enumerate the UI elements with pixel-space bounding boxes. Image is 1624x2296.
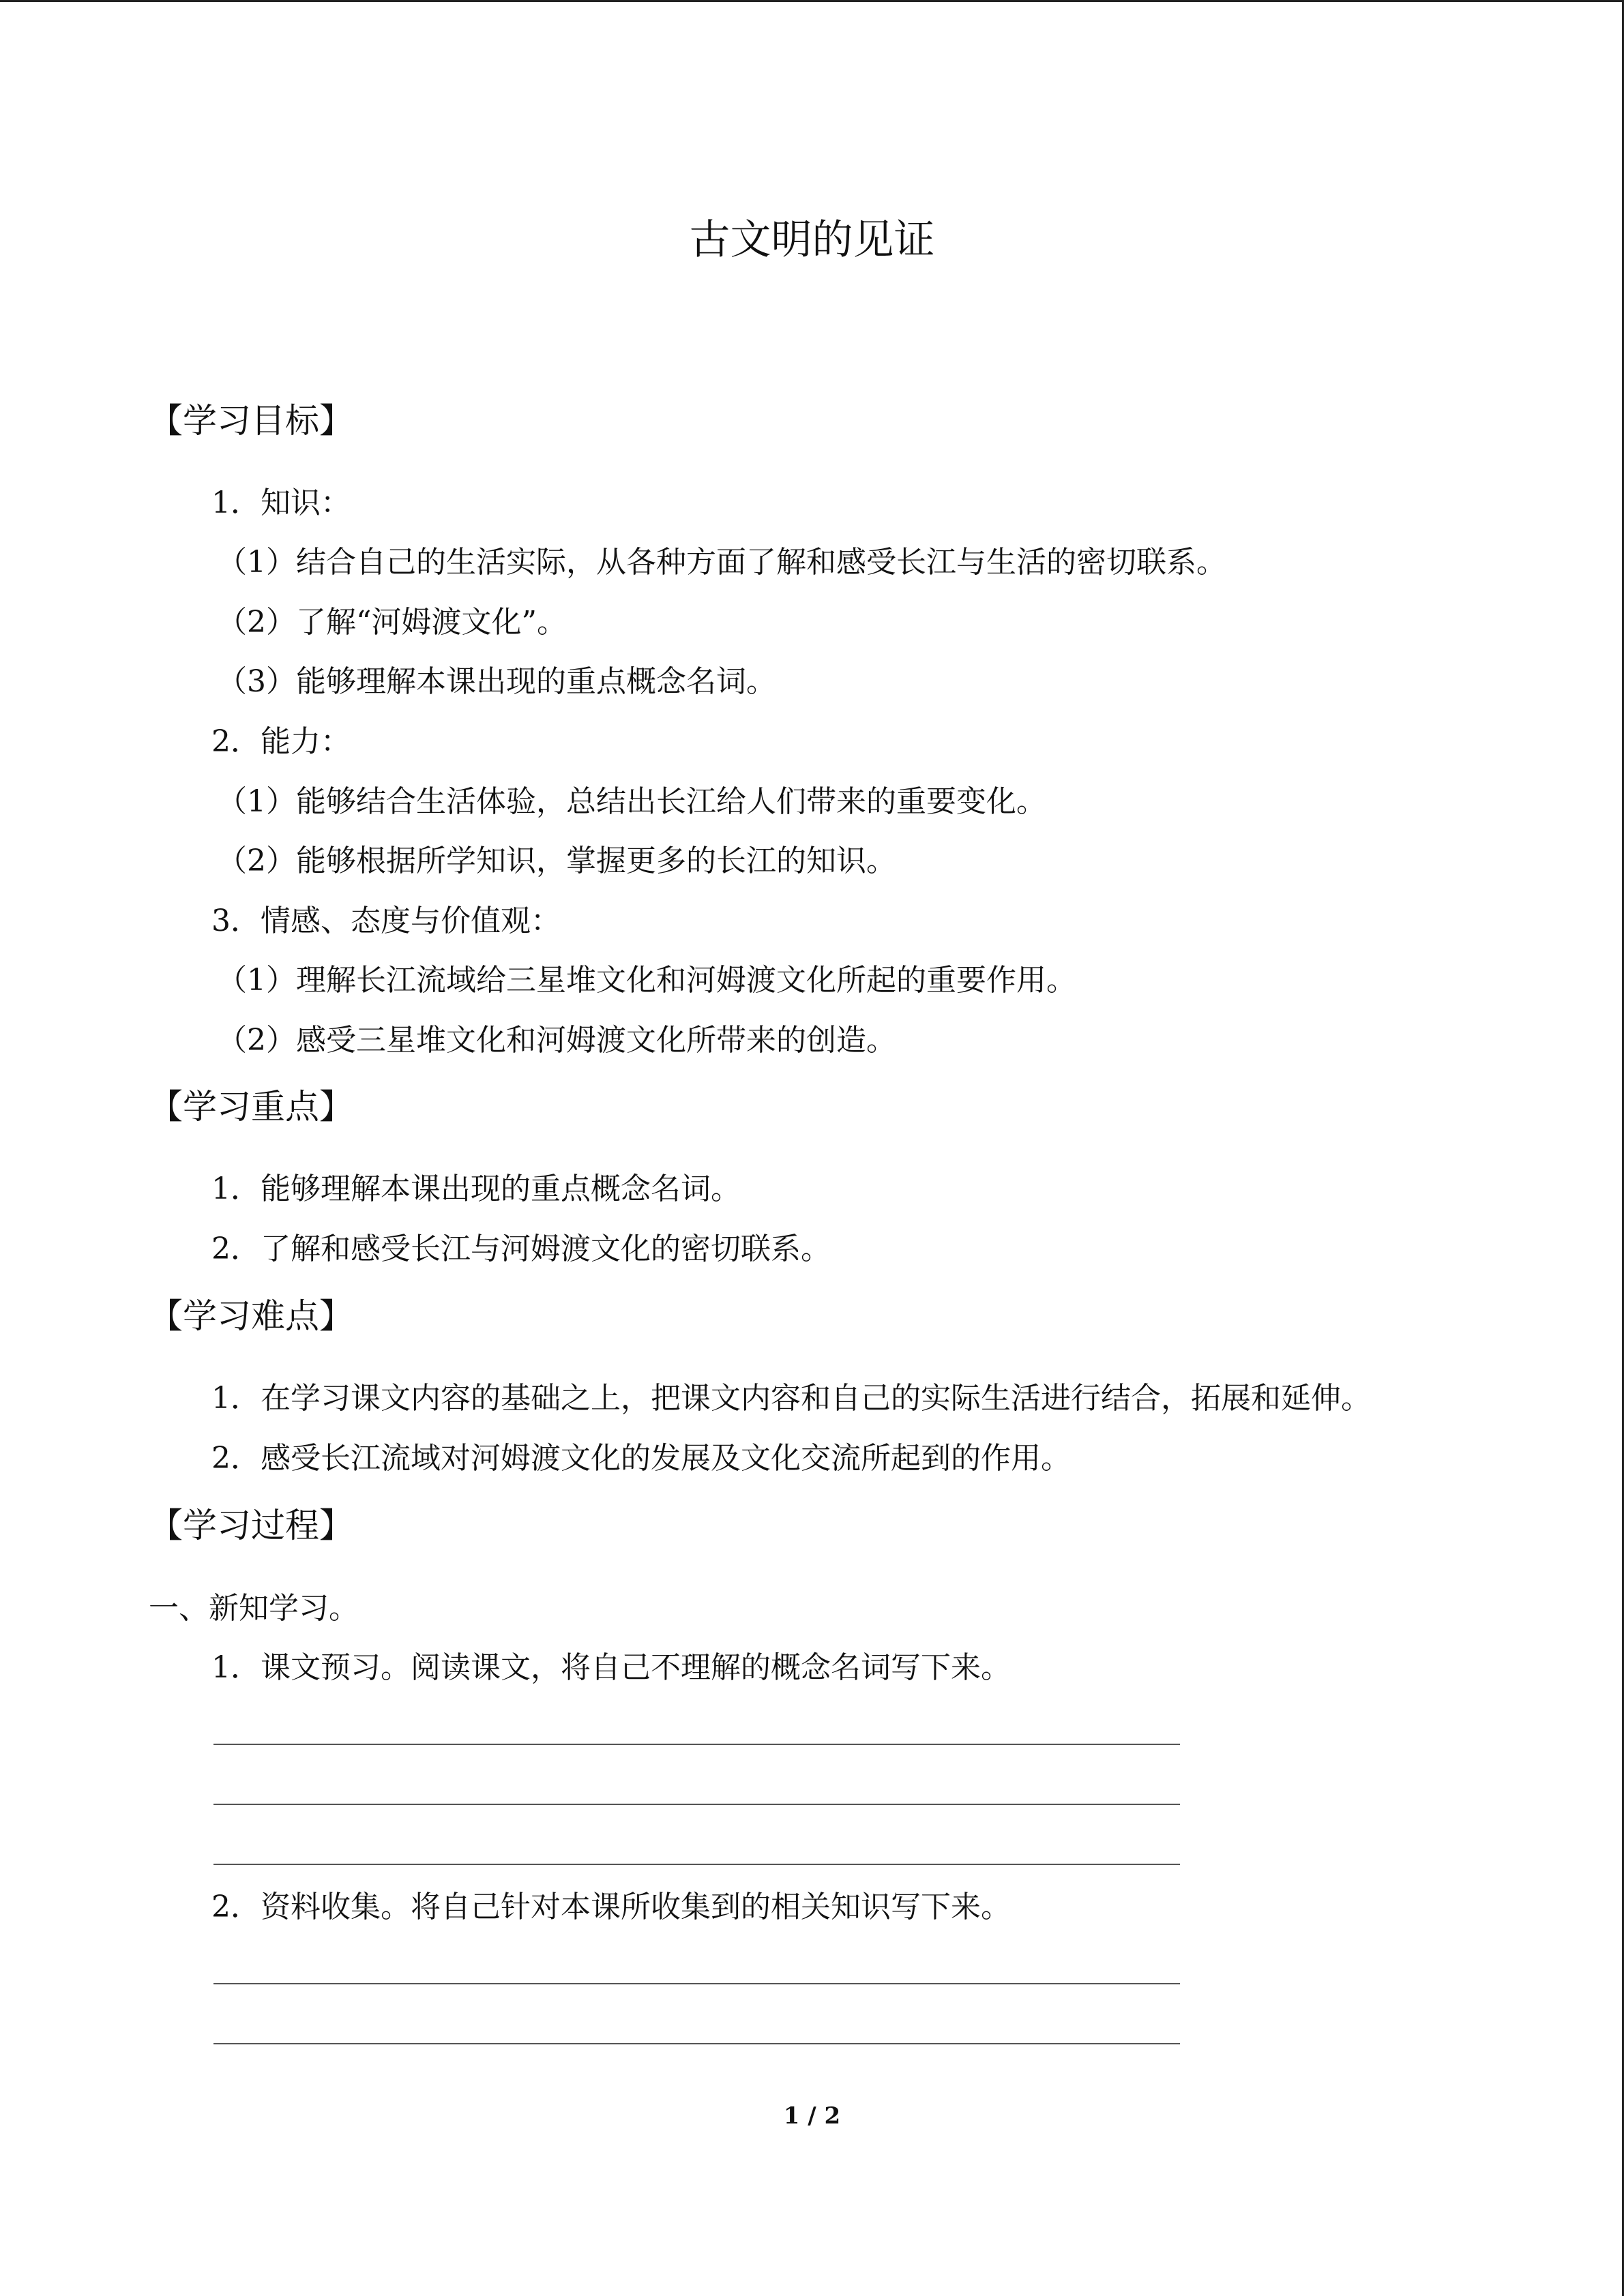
key-point-item: 1．能够理解本课出现的重点概念名词。 [211,1172,741,1206]
knowledge-item: （2）了解“河姆渡文化”。 [217,605,567,640]
ability-label: 2．能力： [211,724,351,759]
answer-line[interactable] [213,1804,1180,1805]
ability-item: （2）能够根据所学知识，掌握更多的长江的知识。 [217,844,896,878]
ability-item: （1）能够结合生活体验，总结出长江给人们带来的重要变化。 [217,784,1046,819]
difficulty-item: 1．在学习课文内容的基础之上，把课文内容和自己的实际生活进行结合，拓展和延伸。 [211,1381,1371,1416]
part-one-heading: 一、新知学习。 [149,1591,359,1626]
section-heading-objectives: 【学习目标】 [149,401,353,441]
knowledge-item: （1）结合自己的生活实际，从各种方面了解和感受长江与生活的密切联系。 [217,545,1226,580]
emotion-item: （1）理解长江流域给三星堆文化和河姆渡文化所起的重要作用。 [217,963,1076,998]
emotion-label: 3．情感、态度与价值观： [211,904,561,938]
section-heading-process: 【学习过程】 [149,1506,353,1545]
difficulty-item: 2．感受长江流域对河姆渡文化的发展及文化交流所起到的作用。 [211,1441,1071,1476]
knowledge-label: 1．知识： [211,486,351,520]
knowledge-item: （3）能够理解本课出现的重点概念名词。 [217,664,776,699]
answer-line[interactable] [213,2043,1180,2044]
key-point-item: 2．了解和感受长江与河姆渡文化的密切联系。 [211,1232,831,1266]
section-heading-difficulties: 【学习难点】 [149,1296,353,1336]
page-border-top [0,0,1624,2]
task-2: 2．资料收集。将自己针对本课所收集到的相关知识写下来。 [211,1890,1011,1924]
task-1: 1．课文预习。阅读课文，将自己不理解的概念名词写下来。 [211,1650,1011,1685]
answer-line[interactable] [213,1864,1180,1865]
answer-line[interactable] [213,1744,1180,1745]
page-number: 1 / 2 [783,2102,841,2130]
section-heading-key-points: 【学习重点】 [149,1087,353,1127]
answer-line[interactable] [213,1983,1180,1984]
emotion-item: （2）感受三星堆文化和河姆渡文化所带来的创造。 [217,1023,896,1058]
page-title: 古文明的见证 [689,216,935,264]
